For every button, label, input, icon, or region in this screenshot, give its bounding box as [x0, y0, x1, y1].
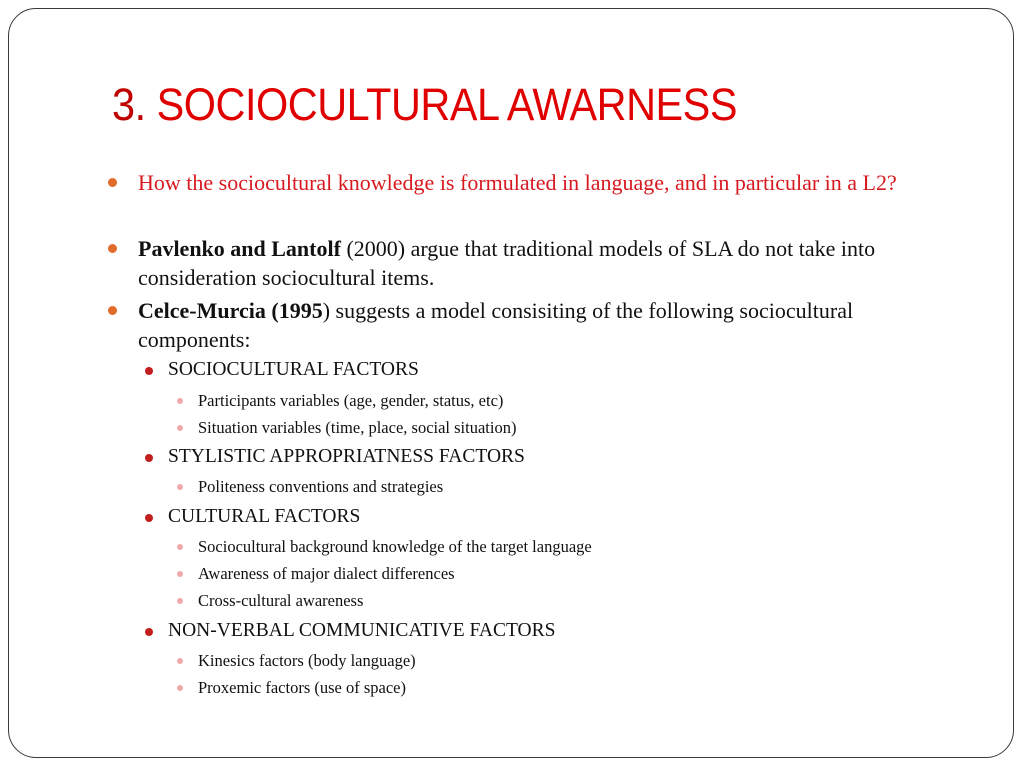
list-item [198, 536, 918, 558]
list-item-text: Politeness conventions and strategies [198, 477, 444, 496]
sub-sub-bullet-dot [177, 398, 183, 404]
sub-sub-bullet-dot [177, 598, 183, 604]
sub-sub-bullet-dot [177, 571, 183, 577]
list-item-text: Participants variables (age, gender, status, etc) [198, 391, 504, 410]
bullet-question [138, 168, 958, 197]
list-item-text: Proxemic factors (use of space) [198, 678, 406, 697]
sub-sub-bullet-dot [177, 484, 183, 490]
list-item-text: Kinesics factors (body language) [198, 651, 416, 670]
list-item-text: Situation variables (time, place, social situation) [198, 418, 517, 437]
category-label: CULTURAL FACTORS [168, 506, 361, 527]
bullet-text: ) suggests a model consisiting of the following sociocultural components: [138, 298, 854, 352]
category-cultural-factors [168, 505, 928, 529]
bullet-celce-murcia [138, 296, 958, 354]
list-item-text: Cross-cultural awareness [198, 591, 364, 610]
sub-sub-bullet-dot [177, 544, 183, 550]
bullet-bold-authors: Pavlenko and Lantolf [138, 236, 341, 261]
bullet-bold-authors: Celce-Murcia (1995 [138, 298, 323, 323]
list-item [198, 650, 918, 672]
sub-bullet-dot [145, 628, 153, 636]
sub-bullet-dot [145, 454, 153, 462]
bullet-pavlenko [138, 234, 958, 292]
category-non-verbal-communicative-factors [168, 619, 928, 643]
sub-sub-bullet-dot [177, 685, 183, 691]
bullet-text: How the sociocultural knowledge is formulated in language, and in particular in a L2? [138, 170, 897, 195]
list-item-text: Sociocultural background knowledge of the target language [198, 537, 592, 556]
list-item [198, 417, 918, 439]
bullet-dot [108, 244, 117, 253]
list-item [198, 476, 918, 498]
sub-bullet-dot [145, 367, 153, 375]
sub-bullet-dot [145, 514, 153, 522]
list-item [198, 563, 918, 585]
bullet-dot [108, 178, 117, 187]
title-text: SOCIOCULTURAL AWARNESS [145, 79, 737, 130]
category-label: SOCIOCULTURAL FACTORS [168, 359, 419, 380]
list-item [198, 390, 918, 412]
list-item [198, 590, 918, 612]
sub-sub-bullet-dot [177, 425, 183, 431]
slide-title [112, 79, 737, 130]
category-stylistic-appropriatness-factors [168, 445, 928, 469]
bullet-dot [108, 306, 117, 315]
sub-sub-bullet-dot [177, 658, 183, 664]
list-item-text: Awareness of major dialect differences [198, 564, 455, 583]
category-label: NON-VERBAL COMMUNICATIVE FACTORS [168, 620, 556, 641]
list-item [198, 677, 918, 699]
title-number: 3. [112, 79, 146, 130]
category-label: STYLISTIC APPROPRIATNESS FACTORS [168, 446, 525, 467]
bullet-text: (2000) argue that traditional models of SLA do not take into consideration sociocultural items. [138, 236, 876, 290]
category-sociocultural-factors [168, 358, 928, 382]
